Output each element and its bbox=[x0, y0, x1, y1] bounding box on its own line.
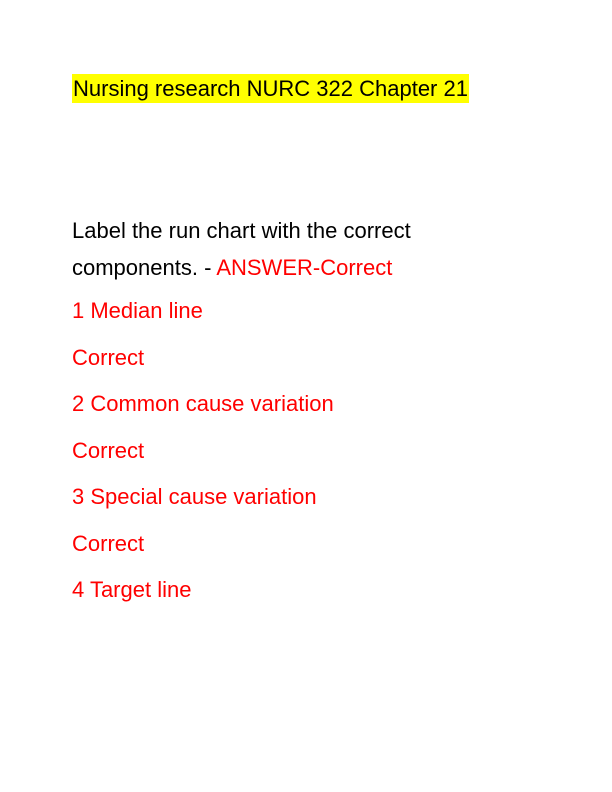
question-body: Label the run chart with the correct components. - bbox=[72, 218, 411, 280]
answer-line-7: 4 Target line bbox=[72, 577, 192, 602]
answer-line-2: Correct bbox=[72, 345, 145, 370]
document-title: Nursing research NURC 322 Chapter 21 bbox=[73, 76, 468, 101]
answer-line-3: 2 Common cause variation bbox=[72, 391, 334, 416]
answer-prefix: ANSWER-Correct bbox=[216, 255, 393, 280]
question-text bbox=[72, 212, 492, 286]
answer-line-5: 3 Special cause variation bbox=[72, 484, 317, 509]
answer-line-4: Correct bbox=[72, 438, 145, 463]
answer-line-6: Correct bbox=[72, 531, 145, 556]
answer-line-1: 1 Median line bbox=[72, 298, 203, 323]
